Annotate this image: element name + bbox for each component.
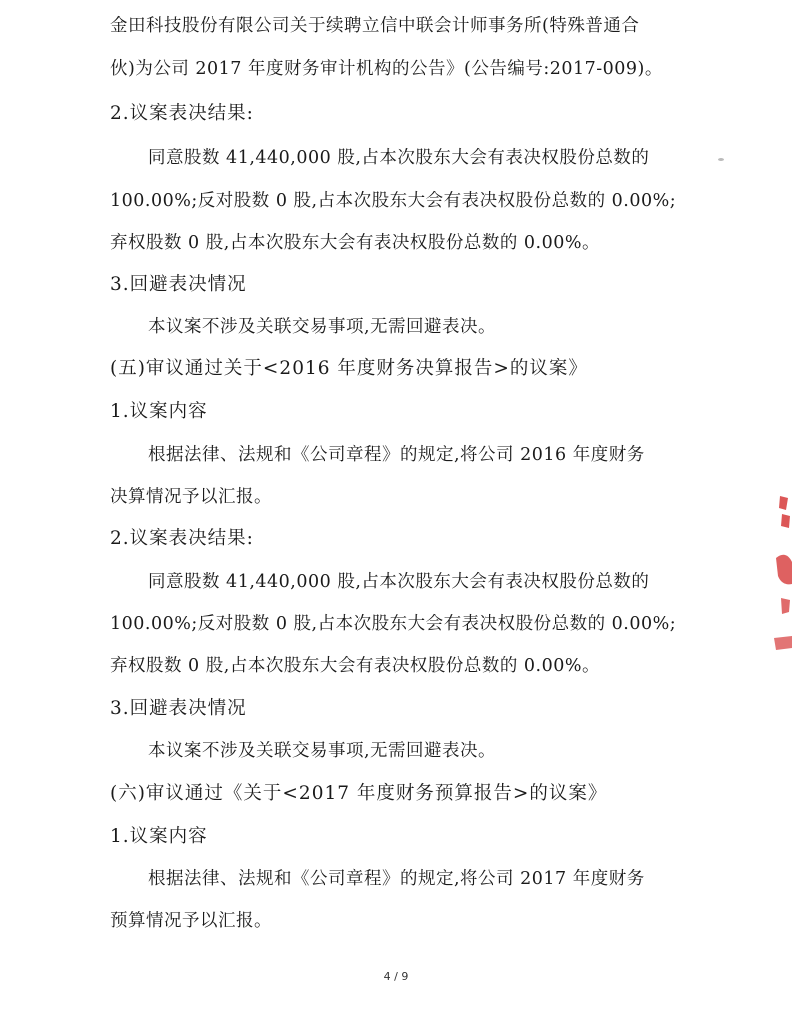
text-line: 弃权股数 0 股,占本次股东大会有表决权股份总数的 0.00%。 [110, 656, 600, 676]
text-line: 同意股数 41,440,000 股,占本次股东大会有表决权股份总数的 [148, 572, 650, 592]
text-line: 预算情况予以汇报。 [110, 911, 272, 931]
text-line: 100.00%;反对股数 0 股,占本次股东大会有表决权股份总数的 0.00%; [110, 191, 677, 211]
text-line: 本议案不涉及关联交易事项,无需回避表决。 [148, 317, 497, 337]
section-heading: 3.回避表决情况 [110, 698, 247, 719]
section-heading: 2.议案表决结果: [110, 528, 254, 549]
text-line: 本议案不涉及关联交易事项,无需回避表决。 [148, 741, 497, 761]
page-number: 4 / 9 [383, 970, 409, 983]
section-heading: 2.议案表决结果: [110, 103, 254, 124]
section-heading: 1.议案内容 [110, 401, 208, 422]
section-heading: 1.议案内容 [110, 826, 208, 847]
seal-stamp-edge [766, 488, 792, 658]
text-line: 伙)为公司 2017 年度财务审计机构的公告》(公告编号:2017-009)。 [110, 59, 663, 79]
section-heading: 3.回避表决情况 [110, 274, 247, 295]
text-line: 根据法律、法规和《公司章程》的规定,将公司 2016 年度财务 [148, 445, 645, 465]
text-line: 根据法律、法规和《公司章程》的规定,将公司 2017 年度财务 [148, 869, 645, 889]
text-line: 金田科技股份有限公司关于续聘立信中联会计师事务所(特殊普通合 [110, 16, 640, 36]
section-heading: (五)审议通过关于<2016 年度财务决算报告>的议案》 [110, 358, 588, 379]
section-heading: (六)审议通过《关于<2017 年度财务预算报告>的议案》 [110, 783, 608, 804]
text-line: 决算情况予以汇报。 [110, 487, 272, 507]
text-line: 同意股数 41,440,000 股,占本次股东大会有表决权股份总数的 [148, 148, 650, 168]
text-line: 弃权股数 0 股,占本次股东大会有表决权股份总数的 0.00%。 [110, 233, 600, 253]
scan-speck [718, 158, 724, 161]
text-line: 100.00%;反对股数 0 股,占本次股东大会有表决权股份总数的 0.00%; [110, 614, 677, 634]
